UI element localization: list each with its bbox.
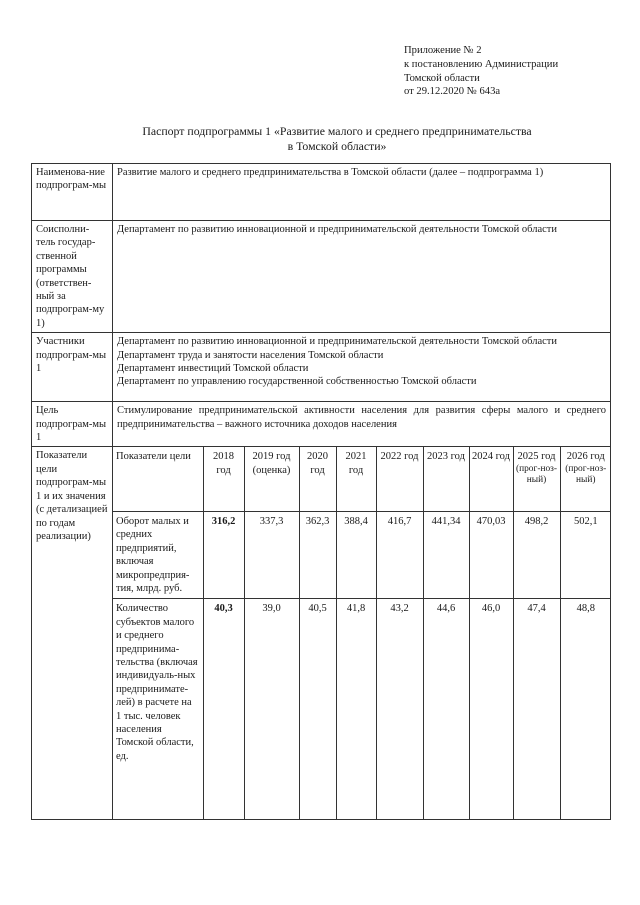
row-value: Департамент по развитию инновационной и предпринимательской деятельности Томской области: [113, 221, 611, 333]
indicator-value: 416,7: [376, 511, 423, 598]
row-label: Соисполни-тель государ-ственной программы (ответствен-ный за подпрограм-му 1): [32, 221, 113, 333]
indicator-value: 41,8: [336, 599, 376, 819]
indicator-value: 46,0: [469, 599, 513, 819]
header-year: 2022 год: [376, 447, 423, 511]
participant-item: Департамент инвестиций Томской области: [117, 363, 309, 375]
row-label: Участники подпрограм-мы 1: [32, 333, 113, 402]
appendix-line: Томской области: [404, 72, 480, 84]
header-year-forecast: [560, 447, 611, 511]
row-coexecutor: [32, 221, 611, 333]
header-year: 2019 год (оценка): [244, 447, 299, 511]
header-year-forecast: [513, 447, 560, 511]
indicator-value: 48,8: [560, 599, 611, 819]
header-year: 2023 год: [423, 447, 469, 511]
indicator-value: 40,3: [203, 599, 244, 819]
indicator-row: [113, 511, 611, 598]
header-year: 2026 год: [566, 451, 605, 463]
indicator-value: 362,3: [299, 511, 336, 598]
row-goal: [32, 402, 611, 447]
row-participants: [32, 333, 611, 402]
forecast-note: (прог-ноз-ный): [565, 463, 607, 486]
document-title: [30, 124, 640, 153]
indicator-value: 47,4: [513, 599, 560, 819]
participant-item: Департамент труда и занятости населения Томской области: [117, 349, 384, 361]
indicator-value: 388,4: [336, 511, 376, 598]
participant-item: Департамент по развитию инновационной и предпринимательской деятельности Томской области: [117, 336, 558, 348]
indicators-table: [113, 447, 611, 818]
row-value: [113, 333, 611, 402]
forecast-note: (прог-ноз-ный): [515, 463, 557, 486]
indicator-value: 40,5: [299, 599, 336, 819]
header-year: 2025 год: [517, 451, 556, 463]
row-value: Стимулирование предпринимательской активности населения для развития сферы малого и среднего предпринимательства – важного источника доходов населения: [113, 402, 611, 447]
indicator-value: 470,03: [469, 511, 513, 598]
row-label: Показатели цели подпрограм-мы 1 и их значения (с детализацией по годам реализации): [32, 447, 113, 819]
indicator-value: 498,2: [513, 511, 560, 598]
title-line: в Томской области»: [287, 138, 387, 153]
row-name: [32, 164, 611, 221]
row-indicators: [32, 447, 611, 819]
indicator-value: 337,3: [244, 511, 299, 598]
indicator-name: Количество субъектов малого и среднего предпринима-тельства (включая индивидуаль-ных предпринимате-лей) в расчете на 1 тыс. человек населения Томской области, ед.: [113, 599, 203, 819]
header-year: 2018 год: [203, 447, 244, 511]
appendix-block: [404, 44, 558, 99]
indicator-value: 316,2: [203, 511, 244, 598]
header-year: 2020 год: [299, 447, 336, 511]
indicator-row: [113, 599, 611, 819]
participant-item: Департамент по управлению государственной собственностью Томской области: [117, 376, 477, 388]
indicator-value: 39,0: [244, 599, 299, 819]
appendix-line: к постановлению Администрации: [404, 58, 559, 70]
header-year: 2024 год: [469, 447, 513, 511]
title-line: Паспорт подпрограммы 1 «Развитие малого и среднего предпринимательства: [142, 124, 532, 138]
indicators-header: [113, 447, 611, 511]
indicator-value: 43,2: [376, 599, 423, 819]
indicator-value: 502,1: [560, 511, 611, 598]
passport-table: [31, 163, 611, 820]
indicators-cell: [113, 447, 611, 819]
indicator-value: 441,34: [423, 511, 469, 598]
row-label: Наименова-ние подпрограм-мы: [32, 164, 113, 221]
row-label: Цель подпрограм-мы 1: [32, 402, 113, 447]
header-year: 2021 год: [336, 447, 376, 511]
appendix-line: Приложение № 2: [404, 45, 482, 56]
row-value: Развитие малого и среднего предпринимательства в Томской области (далее – подпрограмма 1): [113, 164, 611, 221]
indicator-value: 44,6: [423, 599, 469, 819]
indicator-name: Оборот малых и средних предприятий, включая микропредприя-тия, млрд. руб.: [113, 511, 203, 598]
header-name: Показатели цели: [113, 447, 203, 511]
appendix-line: от 29.12.2020 № 643а: [404, 86, 501, 98]
